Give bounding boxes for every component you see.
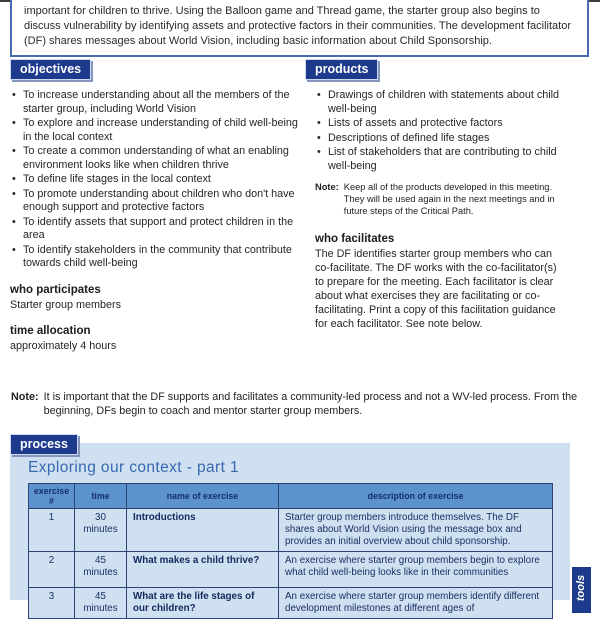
table-header-row [29,484,553,509]
list-item: • Descriptions of defined life stages [315,132,573,146]
tools-side-tab [572,567,591,613]
list-item: • To create a common understanding of what an enabling environment looks like when children thrive [10,145,302,172]
objectives-list [10,89,302,271]
exercise-number: 2 [29,552,75,588]
list-item: • To identify assets that support and protect children in the area [10,216,302,243]
column-header: description of exercise [279,484,553,509]
exercise-description: An exercise where starter group members begin to explore what child well-being looks like in their communities [279,552,553,588]
list-item: • To define life stages in the local context [10,173,302,187]
time-allocation-body: approximately 4 hours [10,339,117,352]
list-item: • To promote understanding about children who don't have enough support and protective factors [10,188,302,215]
exercise-time: 45 minutes [75,552,127,588]
note-label: Note: [315,182,339,192]
who-facilitates-body: The DF identifies starter group members who can co-facilitate. The DF works with the co-facilitator(s) to prepare for the meeting. Each facilitator is clear about what exercises they are facilitating or co-facilitating. Print a copy of this facilitation guidance for each facilitator. See note below. [315,248,557,331]
note-text: It is important that the DF supports and facilitates a community-led process and not a WV-led process. From the beginning, DFs begin to coach and mentor starter group members. [43,391,578,417]
exercise-description: An exercise where starter group members identify different development milestones at different ages of [279,588,553,619]
exercise-time: 45 minutes [75,588,127,619]
products-list [315,89,573,173]
table-row [29,588,553,619]
exercise-number: 3 [29,588,75,619]
list-item: • Lists of assets and protective factors [315,117,573,131]
note-label: Note: [11,391,39,403]
column-header: name of exercise [127,484,279,509]
intro-text: important for children to thrive. Using the Balloon game and Thread game, the starter group also begins to discuss vulnerability by identifying assets and protective factors in their communities. The development facilitator (DF) shares messages about World Vision, including basic information about Child Sponsorship. [24,5,572,47]
exercise-name: What makes a child thrive? [127,552,279,588]
right-column [305,59,583,331]
list-item: • To explore and increase understanding of child well-being in the local context [10,117,302,144]
left-column [10,59,302,353]
who-participates-body: Starter group members [10,298,122,311]
bottom-note [11,390,591,418]
exercise-number: 1 [29,509,75,552]
exercise-name: What are the life stages of our children? [127,588,279,619]
list-item: • To identify stakeholders in the community that contribute towards child well-being [10,244,302,271]
list-item: • To increase understanding about all the members of the starter group, including World Vision [10,89,302,116]
products-section-label: products [305,59,378,80]
intro-text-box [10,0,589,57]
process-section-label: process [10,434,78,455]
exercise-name: Introductions [127,509,279,552]
who-participates-heading: who participates [10,283,101,296]
column-header: exercise # [29,484,75,509]
process-panel [10,443,570,614]
list-item: • Drawings of children with statements about child well-being [315,89,573,116]
who-facilitates-heading: who facilitates [315,233,395,246]
objectives-section-label: objectives [10,59,91,80]
time-allocation-heading: time allocation [10,324,91,337]
list-item: • List of stakeholders that are contributing to child well-being [315,146,573,173]
products-note [315,182,567,217]
column-header: time [75,484,127,509]
table-row [29,509,553,552]
exercise-time: 30 minutes [75,509,127,552]
table-row [29,552,553,588]
exercise-table [28,483,553,619]
process-title: Exploring our context - part 1 [28,459,240,476]
note-text: Keep all of the products developed in this meeting. They will be used again in the next meetings and in future steps of the Critical Path. [343,182,555,216]
tools-side-tab-label: tools [575,574,587,602]
exercise-description: Starter group members introduce themselves. The DF shares about World Vision using the message box and provides an initial overview about child sponsorship. [279,509,553,552]
